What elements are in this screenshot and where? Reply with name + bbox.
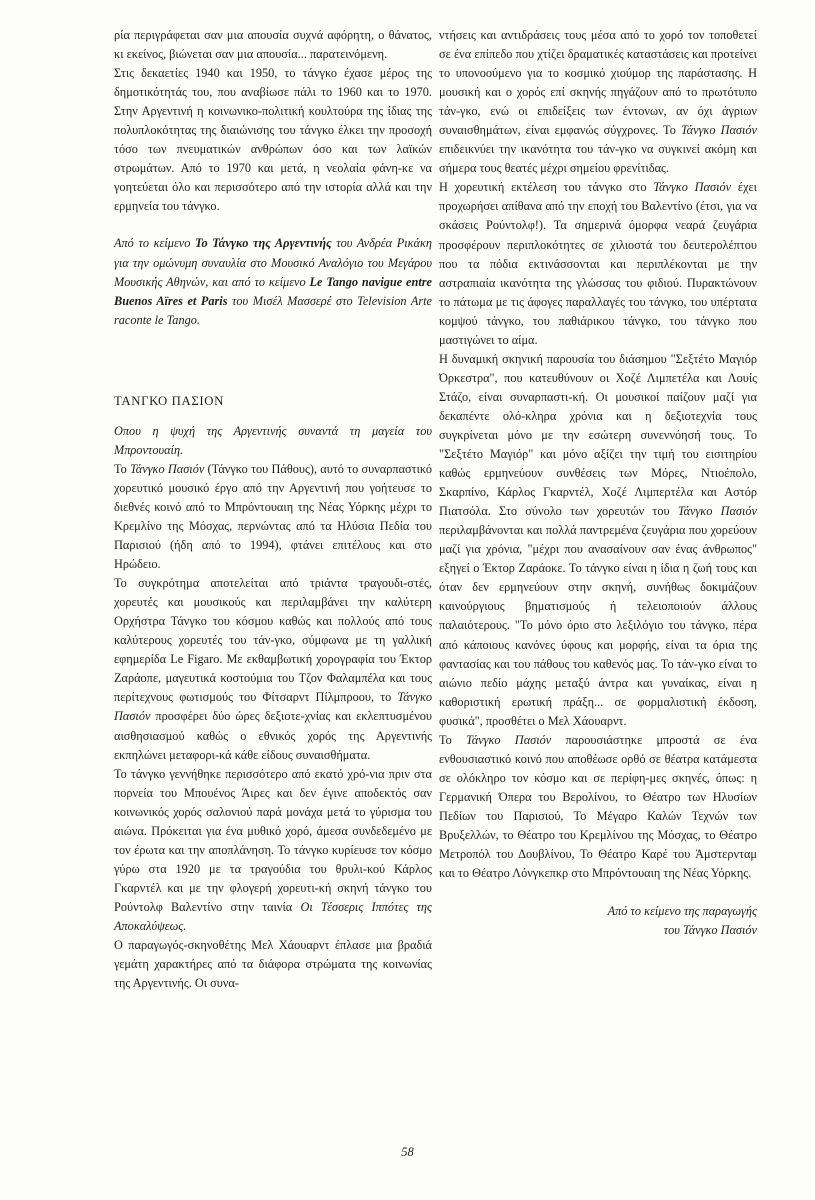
paragraph: Στις δεκαετίες 1940 και 1950, το τάνγκο έχασε μέρος της δημοτικότητάς του, που αναβίωσε πάλι το 1960 και το 1970. Στην Αργεντινή η κοινωνικο-πολιτική κουλτούρα της ίδιας της πολυπλοκότητας της διαιώνισης του τάνγκο έλκει την προσοχή τόσο των πνευματικών ανθρώπων όσο και των λαϊκών στρωμάτων. Από το 1970 και μετά, η νεολαία φάνη-κε να γοητεύεται όλο και περισσότερο από την ιστορία αλλά και την ερμηνεία του τάνγκο. [114,66,432,214]
left-column [114,26,432,993]
page-number: 58 [401,1145,414,1159]
source-note: Από το κείμενο Το Τάνγκο της Αργεντινής του Ανδρέα Ρικάκη για την ομώνυμη συναυλία στο Μουσικό Αναλόγιο του Μεγάρου Μουσικής Αθηνών, και από το κείμενο Le Tango navigue entre Buenos Aïres et Paris του Μισέλ Μασσερέ στο Television Arte raconte le Tango. [114,236,432,327]
paragraph: Το Τάνγκο Πασιόν (Τάνγκο του Πάθους), αυτό το συναρπαστικό χορευτικό μουσικό έργο από την Αργεντινή που γοήτευσε το διεθνές κοινό από το Μπρόντουαιη της Νέας Υόρκης μέχρι το Κρεμλίνο της Μόσχας, περνώντας από τα Ηλύσια Πεδία του Παρισιού (ήδη από το 1994), φτάνει επιτέλους και στο Ηρώδειο. [114,461,432,572]
right-column [439,26,757,940]
paragraph: ντήσεις και αντιδράσεις τους μέσα από το χορό τον τοποθετεί σε ένα επίπεδο που χτίζει δραματικές καταστάσεις και προτείνει το υπονοούμενο για το κοσμικό χιούμορ της παράστασης. Η μουσική και ο χορός επί σκηνής πηγάζουν από το πρωτότυπο τάν-γκο, ενώ οι επιδείξεις των έντονων, αν όχι άγριων συναισθημάτων, είναι εμφανώς σύγχρονες. Το Τάνγκο Πασιόν επιδεικνύει την ικανότητα του τάν-γκο να συγκινεί ακόμη και σήμερα τους θεατές μέχρι σημείου φρενίτιδας. [439,28,758,176]
section-heading: ΤΑΝΓΚΟ ΠΑΣΙΟΝ [114,393,224,408]
paragraph: Ο παραγωγός-σκηνοθέτης Μελ Χάουαρντ έπλασε μια βραδιά γεμάτη χαρακτήρες από τα διάφορα στρώματα της κοινωνίας της Αργεντινής. Οι συνα- [114,938,432,991]
paragraph: Το τάνγκο γεννήθηκε περισσότερο από εκατό χρό-νια πριν στα πορνεία του Μπουένος Άιρες και δεν έγινε αποδεκτός σαν κοινωνικός χορός σαλονιού παρά μονάχα μετά το γύρισμα του αιώνα. Πρόκειται για ένα μυθικό χορό, άμεσα συνδεδεμένο με τον έρωτα και την αποπλάνηση. Το τάνγκο κυρίευσε τον κόσμο γύρω στα 1920 με τα τραγούδια του θρυλι-κού Κάρλος Γκαρντέλ και με την φλογερή χορευτι-κή σκηνή τάνγκο του Ρούντολφ Βαλεντίνο στην ταινία Οι Τέσσερις Ιππότες της Αποκαλύψεως. [114,766,432,933]
paragraph: ρία περιγράφεται σαν μια απουσία συχνά αφόρητη, ο θάνατος, κι εκείνος, βιώνεται σαν μια απουσία... παρατεινόμενη. [114,28,432,62]
paragraph: Η χορευτική εκτέλεση του τάνγκο στο Τάνγκο Πασιόν έχει προχωρήσει απίθανα από την εποχή του Βαλεντίνο (έτσι, για να σκάσεις Ρούντολφ!). Τα σημερινά όμορφα νεαρά ζευγάρια προσφέρουν περιπλοκότητες σε χιλιοστά του δευτερολέπτου που τα πόδια εκτινάσσονται και περιπλέκονται με την αστραπιαία ικανότητα της γλώσσας του φιδιού. Πυρακτώνουν το πάτωμα με τις άφογες παραλλαγές του τάνγκο, του υπέρτατα κομψού τάνγκο, του παθιάρικου τάνγκο, του τάνγκο που μαστιγώνει το αίμα. [439,180,757,347]
section-subtitle: Οπου η ψυχή της Αργεντινής συναντά τη μαγεία του Μπροντουαίη. [114,423,432,457]
paragraph: Το συγκρότημα αποτελείται από τριάντα τραγουδι-στές, χορευτές και μουσικούς και περιλαμβάνει την καλύτερη Ορχήστρα Τάνγκο του κόσμου καθώς και πολλούς από τους καλύτερους χορευτές του τάν-γκο, σύμφωνα με τη γαλλική εφημερίδα Le Figaro. Με εκθαμβωτική χορογραφία του Έκτορ Ζαράοπε, μαγευτικά κοστούμια του Τζον Φαλαμπέλα και τους περίτεχνους φωτισμούς του Φίτσαρντ Πίλμπροου, το Τάνγκο Πασιόν προσφέρει δύο ώρες δεξιοτε-χνίας και εκλεπτυσμένου αισθησιασμού καθώς ο εθνικός χορός της Αργεντινής εκπηλώνει μεταφορι-κά κάθε είδους συναισθήματα. [114,576,432,762]
paragraph: Η δυναμική σκηνική παρουσία του διάσημου "Σεξτέτο Μαγιόρ Όρκεστρα", που κατευθύνουν οι Χοζέ Λιμπετέλα και Λουίς Στάζο, είναι συναρπαστι-κή. Οι μουσικοί παίζουν μαζί για δεκαπέντε ολό-κληρα χρόνια και η δεξιοτεχνία τους συγκρίνεται μόνο με την εσώτερη συνεννόησή τους. Το "Σεξτέτο Μαγιόρ" και μόνο αξίζει την τιμή του εισιτηρίου καθώς ερμηνεύουν συνθέσεις των Μόρες, Ντιοέπολο, Σκαρπίνο, Κάρλος Γκαρντέλ, Χοζέ Λιμπερτέλα και Αστόρ Πιατσόλα. Στο σύνολο των χορευτών του Τάνγκο Πασιόν περιλαμβάνονται και πολλά παντρεμένα ζευγάρια που χορεύουν μαζί για χρόνια, "μέχρι που ανασαίνουν σαν ένας άνθρωπος" εξηγεί ο Έκτορ Ζαράοκε. Το τάνγκο είναι η ίδια η ζωή τους και όταν δεν ερμηνεύουν στην σκηνή, συνήθως δοκιμάζουν καινούργιους βηματισμούς ή τελειοποιούν άλλους παλαιότερους. "Το μόνο όριο στο λεξιλόγιο του τάνγκο, πέρα από κάποιους κανόνες ύφους και μορφής, είναι τα όρια της φαντασίας και του πάθους του καθενός μας. Το τάν-γκο είναι το αιώνιο πεδίο μάχης μεταξύ άντρα και γυναίκας, είναι η καθοριστική ερωτική πράξη... σε φορμαλιστική έκδοση, φυσικά", προσθέτει ο Μελ Χάουαρντ. [439,351,758,728]
paragraph: Το Τάνγκο Πασιόν παρουσιάστηκε μπροστά σε ένα ενθουσιαστικό κοινό που αποθέωσε ορθό σε θέατρα κατάμεστα σε ολόκληρο τον κόσμο και σε περίφη-μες σκηνές, όπως: η Γερμανική Όπερα του Βερολίνου, το Θέατρο των Ηλυσίων Πεδίων του Παρισιού, Το Μέγαρο Καλών Τεχνών των Βρυξελλών, το Θέατρο του Κρεμλίνου της Μόσχας, το Θέατρο Μετροπόλ του Δουβλίνου, Το Θέατρο Καρέ του Άμστερνταμ και το Θέατρο Λόνγκεπκρ στο Μπρόντουαιη της Νέας Υόρκης. [439,732,757,881]
source-note-line: του Τάνγκο Πασιόν [663,923,757,938]
source-note-line: Από το κείμενο της παραγωγής [607,904,757,919]
